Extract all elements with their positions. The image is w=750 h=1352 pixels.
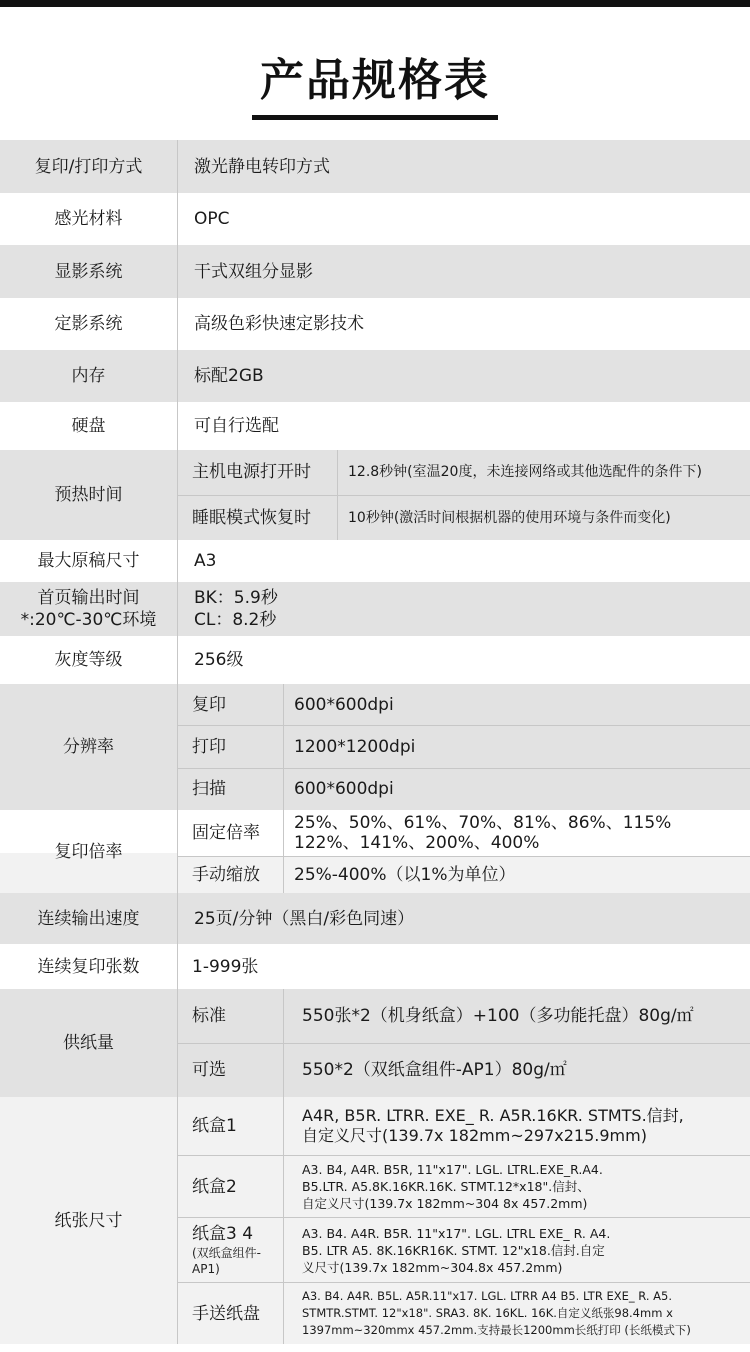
spec-row-warmup — [0, 450, 750, 540]
sub-key: 纸盒1 — [178, 1097, 284, 1155]
title-underline — [252, 115, 498, 120]
value-line: B5.LTR. A5.8K.16KR.16K. STMT.12*x18".信封、 — [302, 1179, 590, 1195]
spec-label: 硬盘 — [0, 402, 178, 450]
spec-row-speed — [0, 893, 750, 944]
paper-size-bypass-row — [178, 1283, 750, 1344]
zoom-manual-row — [178, 857, 750, 893]
value-line: A3. B4, A4R. B5R, 11"x17". LGL. LTRL.EXE_R.A4. — [302, 1162, 603, 1178]
spec-row-paper-size — [0, 1097, 750, 1344]
sub-value — [284, 810, 750, 856]
spec-value: 25页/分钟（黑白/彩色同速） — [194, 908, 415, 929]
page-title: 产品规格表 — [260, 55, 490, 106]
spec-value: 1-999张 — [192, 956, 259, 977]
sub-key: 主机电源打开时 — [178, 450, 338, 495]
sub-key: 纸盒2 — [178, 1156, 284, 1217]
value-line: BK：5.9秒 — [194, 588, 278, 608]
value-line: 自定义尺寸(139.7x 182mm~304 8x 457.2mm) — [302, 1196, 588, 1212]
spec-row-fixing — [0, 298, 750, 350]
spec-value: 可自行选配 — [194, 416, 279, 436]
sub-key — [178, 1218, 284, 1282]
value-line: A3. B4. A4R. B5R. 11"x17". LGL. LTRL EXE_ R. A4. — [302, 1225, 611, 1241]
sub-key: 手动缩放 — [178, 857, 284, 893]
spec-label — [0, 582, 178, 636]
value-line: 25%、50%、61%、70%、81%、86%、115% — [294, 813, 672, 834]
spec-value: OPC — [194, 209, 230, 229]
value-line: CL：8.2秒 — [194, 610, 277, 630]
value-line: 1397mm~320mmx 457.2mm.支持最长1200mm长纸打印 (长纸模式下) — [302, 1323, 691, 1337]
spec-label: 连续复印张数 — [0, 944, 178, 989]
warmup-sleep-row — [178, 496, 750, 541]
resolution-scan-row — [178, 769, 750, 810]
spec-row-copy-method — [0, 140, 750, 193]
sub-value — [284, 1156, 750, 1217]
sub-value — [284, 1097, 750, 1155]
sub-key: 复印 — [178, 684, 284, 725]
sub-key: 可选 — [178, 1044, 284, 1098]
spec-row-first-copy — [0, 582, 750, 636]
value-line: A4R, B5R. LTRR. EXE_ R. A5R.16KR. STMTS.信封, — [302, 1106, 684, 1126]
spec-label: 预热时间 — [0, 450, 178, 540]
spec-label: 供纸量 — [0, 989, 178, 1097]
label-line: 首页输出时间 — [37, 588, 140, 608]
spec-row-gray-levels — [0, 636, 750, 684]
tray-note: (双纸盒组件- — [192, 1246, 262, 1261]
sub-key: 固定倍率 — [178, 810, 284, 856]
spec-label: 显影系统 — [0, 245, 178, 298]
value-line: STMTR.STMT. 12"x18". SRA3. 8K. 16KL. 16K.自定义纸张98.4mm x — [302, 1306, 673, 1320]
spec-value: A3 — [194, 551, 217, 571]
sub-value — [284, 1283, 750, 1344]
paper-size-tray34-row — [178, 1218, 750, 1283]
spec-row-developing — [0, 245, 750, 298]
sub-value: 550*2（双纸盒组件-AP1）80g/㎡ — [302, 1060, 567, 1081]
value-line: B5. LTR A5. 8K.16KR16K. STMT. 12"x18.信封.自定 — [302, 1242, 605, 1258]
sub-key: 标准 — [178, 989, 284, 1043]
sub-value: 600*600dpi — [294, 694, 394, 715]
zoom-fixed-row — [178, 810, 750, 857]
tray-note: AP1) — [192, 1262, 220, 1277]
spec-label: 连续输出速度 — [0, 893, 178, 944]
spec-label: 内存 — [0, 350, 178, 402]
tray-key: 纸盒3 4 — [192, 1224, 254, 1245]
spec-value: 干式双组分显影 — [194, 261, 313, 282]
spec-label: 复印倍率 — [0, 810, 178, 893]
spec-table — [0, 140, 750, 1344]
spec-row-max-original — [0, 540, 750, 582]
spec-value — [178, 582, 750, 636]
value-line: 义尺寸(139.7x 182mm~304.8x 457.2mm) — [302, 1259, 563, 1275]
resolution-print-row — [178, 726, 750, 768]
sub-value: 25%-400%（以1%为单位） — [294, 865, 516, 886]
spec-value: 256级 — [194, 650, 244, 670]
warmup-power-on-row — [178, 450, 750, 496]
spec-label: 复印/打印方式 — [0, 140, 178, 193]
sub-key: 手送纸盘 — [178, 1283, 284, 1344]
sub-value — [284, 1218, 750, 1282]
value-line: A3. B4. A4R. B5L. A5R.11"x17. LGL. LTRR A4 B5. LTR EXE_ R. A5. — [302, 1289, 673, 1303]
resolution-copy-row — [178, 684, 750, 726]
sub-key: 打印 — [178, 726, 284, 767]
spec-row-hdd — [0, 402, 750, 450]
spec-value: 标配2GB — [194, 366, 264, 386]
spec-row-memory — [0, 350, 750, 402]
top-bar — [0, 0, 750, 7]
spec-label: 感光材料 — [0, 193, 178, 245]
label-line: *:20℃-30℃环境 — [20, 610, 157, 630]
spec-value: 高级色彩快速定影技术 — [194, 314, 364, 334]
spec-label: 纸张尺寸 — [0, 1097, 178, 1344]
spec-label: 最大原稿尺寸 — [0, 540, 178, 582]
spec-row-photoconductor — [0, 193, 750, 245]
sub-key: 睡眠模式恢复时 — [178, 496, 338, 541]
spec-label: 分辨率 — [0, 684, 178, 810]
spec-label: 定影系统 — [0, 298, 178, 350]
spec-label: 灰度等级 — [0, 636, 178, 684]
paper-supply-standard-row — [178, 989, 750, 1044]
sub-value: 10秒钟(激活时间根据机器的使用环境与条件而变化) — [348, 509, 671, 526]
value-line: 122%、141%、200%、400% — [294, 833, 540, 854]
spec-row-resolution — [0, 684, 750, 810]
spec-row-continuous — [0, 944, 750, 989]
spec-row-paper-supply — [0, 989, 750, 1097]
sub-value: 550张*2（机身纸盒）+100（多功能托盘）80g/㎡ — [302, 1005, 694, 1026]
sub-value: 600*600dpi — [294, 779, 394, 800]
sub-key: 扫描 — [178, 769, 284, 810]
spec-value: 激光静电转印方式 — [194, 156, 330, 177]
spec-row-zoom — [0, 810, 750, 893]
paper-size-tray1-row — [178, 1097, 750, 1156]
sub-value: 12.8秒钟(室温20度，未连接网络或其他选配件的条件下) — [348, 464, 702, 481]
sub-value: 1200*1200dpi — [294, 736, 416, 757]
paper-supply-optional-row — [178, 1044, 750, 1098]
paper-size-tray2-row — [178, 1156, 750, 1218]
value-line: 自定义尺寸(139.7x 182mm~297x215.9mm) — [302, 1126, 647, 1146]
